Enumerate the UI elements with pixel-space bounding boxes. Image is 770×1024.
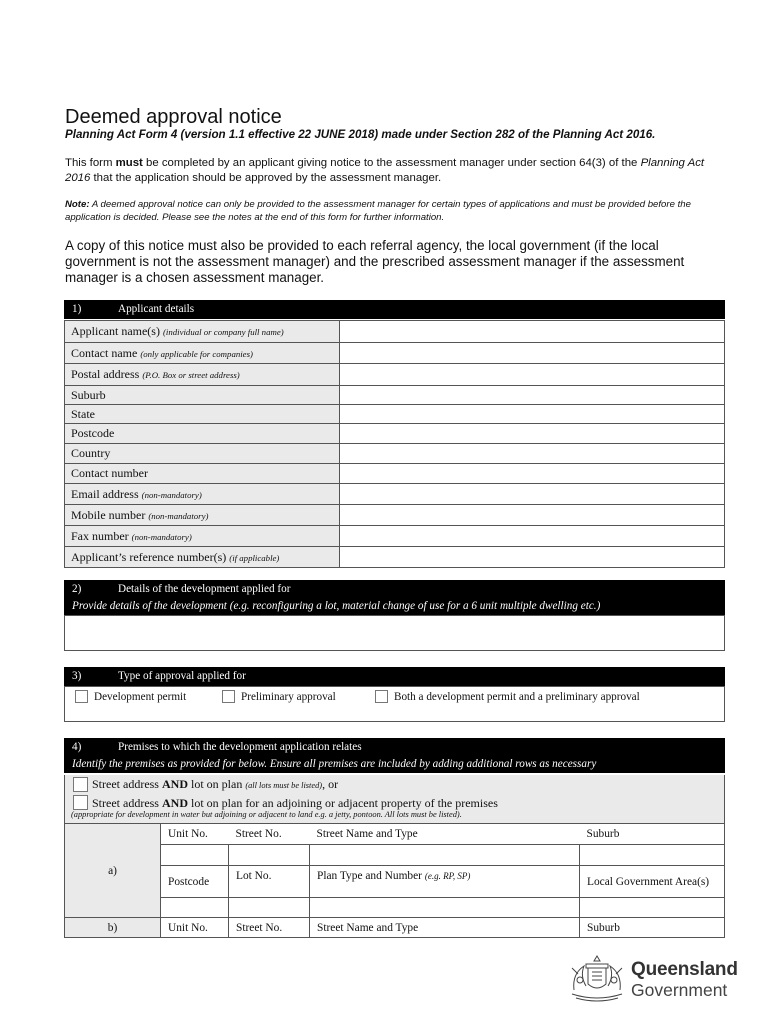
intro-act: Planning Act 2016 bbox=[65, 157, 705, 184]
option-preliminary-approval[interactable] bbox=[222, 690, 336, 703]
development-details-field[interactable] bbox=[64, 615, 725, 651]
applicant-field-input[interactable] bbox=[340, 444, 725, 464]
street-lot-checkbox[interactable] bbox=[73, 777, 88, 792]
intro-text-1: This form bbox=[65, 157, 116, 169]
premises-table bbox=[64, 823, 725, 938]
row-a-label: a) bbox=[65, 824, 161, 918]
street-name-header-b: Street Name and Type bbox=[310, 918, 580, 938]
section2-header bbox=[64, 580, 725, 615]
postcode-label: Postcode bbox=[161, 866, 229, 898]
page-title: Deemed approval notice bbox=[65, 106, 282, 128]
applicant-field-label: Contact number bbox=[65, 464, 340, 484]
applicant-details-table bbox=[64, 320, 725, 568]
applicant-field-input[interactable] bbox=[340, 547, 725, 568]
applicant-row bbox=[65, 424, 725, 444]
applicant-field-input[interactable] bbox=[340, 386, 725, 405]
street-no-header-b: Street No. bbox=[229, 918, 310, 938]
unit-header-b: Unit No. bbox=[161, 918, 229, 938]
section1-header bbox=[64, 300, 725, 319]
applicant-field-input[interactable] bbox=[340, 364, 725, 386]
adjoining-checkbox[interactable] bbox=[73, 795, 88, 810]
applicant-field-input[interactable] bbox=[340, 405, 725, 424]
applicant-field-label: Postal address (P.O. Box or street address) bbox=[65, 364, 340, 386]
applicant-row bbox=[65, 464, 725, 484]
street-no-header: Street No. bbox=[229, 824, 310, 845]
form-subtitle: Planning Act Form 4 (version 1.1 effective 22 JUNE 2018) made under Section 282 of the Planning Act 2016. bbox=[65, 128, 656, 141]
applicant-field-input[interactable] bbox=[340, 424, 725, 444]
lga-input[interactable] bbox=[580, 898, 725, 918]
applicant-field-label: Country bbox=[65, 444, 340, 464]
lot-input[interactable] bbox=[229, 898, 310, 918]
option-both-approvals[interactable] bbox=[375, 690, 640, 703]
applicant-row bbox=[65, 484, 725, 505]
applicant-row bbox=[65, 547, 725, 568]
section2-title: Details of the development applied for bbox=[118, 583, 291, 595]
lot-label: Lot No. bbox=[229, 866, 310, 898]
suburb-input[interactable] bbox=[580, 845, 725, 866]
premises-options bbox=[64, 775, 725, 823]
premises-option-street-lot[interactable] bbox=[73, 777, 338, 792]
note-paragraph bbox=[65, 198, 725, 224]
applicant-field-input[interactable] bbox=[340, 464, 725, 484]
adjoining-label: Street address AND lot on plan for an adjoining or adjacent property of the premises bbox=[92, 796, 498, 810]
intro-text-3: that the application should be approved by the assessment manager. bbox=[90, 172, 442, 184]
applicant-field-label: Suburb bbox=[65, 386, 340, 405]
logo-line1: Queensland bbox=[631, 959, 738, 980]
section4-number: 4) bbox=[72, 741, 82, 753]
applicant-field-input[interactable] bbox=[340, 505, 725, 526]
street-lot-label: Street address AND lot on plan (all lots must be listed), or bbox=[92, 777, 339, 791]
unit-header: Unit No. bbox=[161, 824, 229, 845]
preliminary-approval-checkbox[interactable] bbox=[222, 690, 235, 703]
note-text: A deemed approval notice can only be provided to the assessment manager for certain types of applications and must be provided before the application is decided. Please see the notes at the end of this form for further information. bbox=[65, 199, 691, 223]
applicant-field-label: Mobile number (non-mandatory) bbox=[65, 505, 340, 526]
plan-input[interactable] bbox=[310, 898, 580, 918]
lga-label: Local Government Area(s) bbox=[580, 866, 725, 898]
applicant-field-label: State bbox=[65, 405, 340, 424]
applicant-field-label: Email address (non-mandatory) bbox=[65, 484, 340, 505]
development-permit-checkbox[interactable] bbox=[75, 690, 88, 703]
section3-header bbox=[64, 667, 725, 686]
section3-title: Type of approval applied for bbox=[118, 670, 246, 682]
plan-label: Plan Type and Number (e.g. RP, SP) bbox=[310, 866, 580, 898]
applicant-row bbox=[65, 343, 725, 364]
development-permit-label: Development permit bbox=[94, 690, 187, 703]
intro-paragraph bbox=[65, 156, 725, 186]
option-development-permit[interactable] bbox=[75, 690, 186, 703]
section4-instruction: Identify the premises as provided for below. Ensure all premises are included by adding additional rows as necessary bbox=[72, 758, 597, 770]
copy-notice: A copy of this notice must also be provided to each referral agency, the local government (if the local government is not the assessment manager) and the prescribed assessment manager if the assessment manager is a chosen assessment manager. bbox=[65, 238, 685, 285]
row-b-label: b) bbox=[65, 918, 161, 938]
suburb-header-b: Suburb bbox=[580, 918, 725, 938]
applicant-field-label: Applicant name(s) (individual or company full name) bbox=[65, 321, 340, 343]
applicant-row bbox=[65, 505, 725, 526]
section4-header bbox=[64, 738, 725, 773]
section2-number: 2) bbox=[72, 583, 82, 595]
applicant-field-input[interactable] bbox=[340, 321, 725, 343]
section1-title: Applicant details bbox=[118, 303, 195, 315]
postcode-input[interactable] bbox=[161, 898, 229, 918]
applicant-field-input[interactable] bbox=[340, 526, 725, 547]
intro-text-2: be completed by an applicant giving notice to the assessment manager under section 64(3) of the bbox=[142, 157, 641, 169]
section4-title: Premises to which the development application relates bbox=[118, 741, 362, 753]
applicant-row bbox=[65, 526, 725, 547]
unit-input[interactable] bbox=[161, 845, 229, 866]
adjoining-hint: (appropriate for development in water but adjoining or adjacent to land e.g. a jetty, pontoon. All lots must be listed). bbox=[71, 810, 462, 819]
applicant-field-input[interactable] bbox=[340, 484, 725, 505]
applicant-row bbox=[65, 386, 725, 405]
applicant-row bbox=[65, 321, 725, 343]
both-approvals-checkbox[interactable] bbox=[375, 690, 388, 703]
note-label: Note: bbox=[65, 199, 90, 210]
section1-number: 1) bbox=[72, 303, 82, 315]
suburb-header: Suburb bbox=[580, 824, 725, 845]
applicant-field-label: Postcode bbox=[65, 424, 340, 444]
street-no-input[interactable] bbox=[229, 845, 310, 866]
queensland-crest-icon bbox=[566, 950, 628, 1006]
applicant-row bbox=[65, 405, 725, 424]
applicant-field-label: Fax number (non-mandatory) bbox=[65, 526, 340, 547]
applicant-row bbox=[65, 444, 725, 464]
street-name-header: Street Name and Type bbox=[310, 824, 580, 845]
approval-type-options bbox=[64, 686, 725, 722]
street-name-input[interactable] bbox=[310, 845, 580, 866]
premises-option-adjoining[interactable] bbox=[73, 795, 498, 810]
applicant-field-input[interactable] bbox=[340, 343, 725, 364]
section3-number: 3) bbox=[72, 670, 82, 682]
both-approvals-label: Both a development permit and a preliminary approval bbox=[394, 690, 640, 703]
applicant-field-label: Applicant’s reference number(s) (if applicable) bbox=[65, 547, 340, 568]
preliminary-approval-label: Preliminary approval bbox=[241, 690, 336, 703]
applicant-row bbox=[65, 364, 725, 386]
applicant-field-label: Contact name (only applicable for companies) bbox=[65, 343, 340, 364]
intro-must: must bbox=[115, 157, 143, 169]
logo-line2: Government bbox=[631, 980, 728, 1000]
section2-instruction: Provide details of the development (e.g. reconfiguring a lot, material change of use for a 6 unit multiple dwelling etc.) bbox=[72, 600, 601, 612]
